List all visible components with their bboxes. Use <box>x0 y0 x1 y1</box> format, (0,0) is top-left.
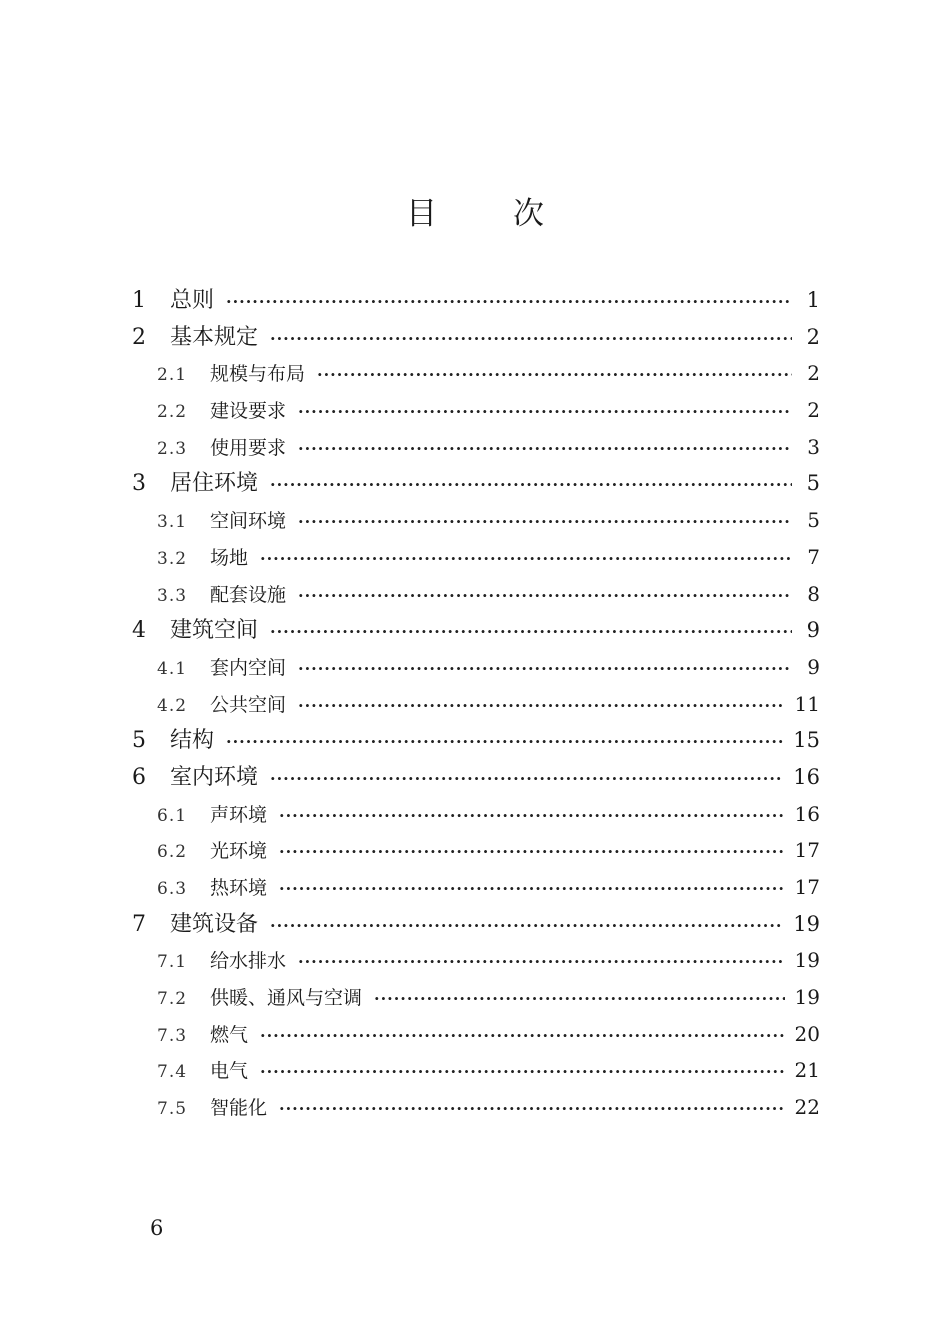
toc-entry-number: 6.3 <box>157 879 188 899</box>
toc-entry-label: 电气 <box>210 1060 249 1083</box>
toc-dot-leader <box>298 578 792 613</box>
toc-entry-label: 建设要求 <box>210 400 287 423</box>
toc-dot-leader <box>270 321 792 356</box>
toc-entry-page: 9 <box>806 618 820 643</box>
toc-section-entry <box>132 576 820 613</box>
toc-dot-leader <box>260 1054 785 1089</box>
toc-entry-page: 2 <box>807 398 820 423</box>
toc-chapter-entry <box>132 319 820 356</box>
toc-dot-leader <box>279 1091 785 1126</box>
toc-dot-leader <box>270 467 792 502</box>
toc-entry-label: 智能化 <box>210 1097 268 1120</box>
toc-section-entry <box>132 686 820 723</box>
page-title-char: 目 <box>406 196 437 232</box>
toc-entry-label: 规模与布局 <box>210 363 306 386</box>
toc-section-entry <box>132 1089 820 1126</box>
toc-entry-page: 20 <box>794 1021 820 1046</box>
toc-entry-number: 7 <box>132 911 146 937</box>
toc-chapter-entry <box>132 722 820 759</box>
toc-dot-leader <box>270 908 783 943</box>
toc-section-entry <box>132 355 820 392</box>
toc-entry-number: 1 <box>132 288 146 313</box>
toc-dot-leader <box>298 504 792 539</box>
toc-entry-number: 7.1 <box>157 952 188 973</box>
toc-entry-label: 建筑设备 <box>170 911 259 937</box>
toc-entry-page: 19 <box>794 948 820 973</box>
toc-entry-number: 3.2 <box>157 548 188 569</box>
toc-entry-label: 场地 <box>210 546 249 569</box>
toc-entry-number: 2.2 <box>157 402 188 423</box>
toc-dot-leader <box>260 1018 785 1053</box>
toc-entry-number: 4.1 <box>157 658 188 679</box>
toc-entry-label: 给水排水 <box>210 950 287 973</box>
table-of-contents <box>132 282 820 1126</box>
toc-dot-leader <box>260 541 792 576</box>
toc-dot-leader <box>298 944 785 979</box>
toc-entry-number: 4 <box>132 618 146 644</box>
page-title <box>0 188 950 233</box>
toc-dot-leader <box>279 834 785 869</box>
toc-entry-page: 1 <box>806 288 820 312</box>
toc-entry-number: 3.1 <box>157 512 188 533</box>
toc-chapter-entry <box>132 759 820 796</box>
toc-section-entry <box>132 869 820 906</box>
toc-entry-number: 2 <box>132 324 146 350</box>
toc-section-entry <box>132 429 820 466</box>
toc-entry-page: 5 <box>806 471 820 496</box>
toc-entry-number: 4.2 <box>157 695 188 716</box>
toc-section-entry <box>132 1016 820 1053</box>
toc-entry-label: 使用要求 <box>210 436 287 459</box>
toc-entry-label: 燃气 <box>210 1023 249 1046</box>
toc-entry-number: 7.3 <box>157 1025 188 1046</box>
toc-chapter-entry <box>132 906 820 943</box>
toc-dot-leader <box>226 284 792 319</box>
toc-entry-label: 配套设施 <box>210 583 287 606</box>
toc-dot-leader <box>298 431 792 466</box>
toc-entry-label: 居住环境 <box>170 471 259 497</box>
toc-dot-leader <box>226 724 783 759</box>
toc-entry-page: 22 <box>794 1095 820 1120</box>
toc-entry-page: 19 <box>793 911 820 936</box>
toc-chapter-entry <box>132 282 820 319</box>
toc-entry-number: 7.5 <box>157 1099 188 1120</box>
toc-entry-page: 16 <box>793 764 820 789</box>
toc-dot-leader <box>279 871 785 906</box>
toc-entry-page: 21 <box>794 1058 820 1083</box>
toc-entry-label: 室内环境 <box>170 764 259 790</box>
toc-chapter-entry <box>132 612 820 649</box>
toc-entry-number: 5 <box>132 728 146 754</box>
toc-entry-page: 16 <box>794 801 820 826</box>
toc-entry-page: 19 <box>794 985 820 1010</box>
toc-entry-label: 光环境 <box>210 840 268 863</box>
toc-dot-leader <box>270 614 792 649</box>
toc-dot-leader <box>374 981 785 1016</box>
toc-entry-number: 3 <box>132 471 146 497</box>
toc-dot-leader <box>317 357 792 392</box>
toc-entry-number: 7.2 <box>157 989 188 1010</box>
toc-section-entry <box>132 979 820 1016</box>
toc-entry-label: 供暖、通风与空调 <box>210 987 363 1010</box>
toc-dot-leader <box>298 688 785 723</box>
toc-section-entry <box>132 392 820 429</box>
toc-section-entry <box>132 539 820 576</box>
toc-dot-leader <box>298 651 792 686</box>
toc-dot-leader <box>298 394 792 429</box>
toc-entry-number: 6 <box>132 764 146 790</box>
toc-entry-number: 2.3 <box>157 438 188 459</box>
toc-chapter-entry <box>132 465 820 502</box>
toc-dot-leader <box>270 761 783 796</box>
toc-entry-label: 套内空间 <box>210 656 287 679</box>
toc-entry-page: 15 <box>793 728 820 753</box>
toc-entry-page: 11 <box>794 691 820 716</box>
toc-section-entry <box>132 1052 820 1089</box>
toc-entry-label: 空间环境 <box>210 510 287 533</box>
toc-entry-page: 2 <box>807 361 820 386</box>
toc-entry-page: 2 <box>806 324 820 349</box>
toc-entry-page: 17 <box>794 875 820 899</box>
toc-entry-number: 7.4 <box>157 1062 188 1083</box>
toc-entry-label: 结构 <box>170 728 215 754</box>
toc-entry-page: 3 <box>807 434 820 459</box>
toc-entry-page: 17 <box>794 838 820 863</box>
toc-section-entry <box>132 942 820 979</box>
page-number: 6 <box>150 1216 164 1240</box>
toc-entry-number: 6.2 <box>157 842 188 863</box>
toc-entry-label: 建筑空间 <box>170 618 259 644</box>
toc-entry-number: 3.3 <box>157 585 188 606</box>
toc-entry-label: 声环境 <box>210 803 268 826</box>
toc-entry-label: 基本规定 <box>170 324 259 350</box>
toc-entry-label: 热环境 <box>210 877 268 899</box>
page-title-char: 次 <box>513 196 544 232</box>
toc-entry-page: 5 <box>807 508 820 533</box>
toc-entry-page: 7 <box>807 544 820 569</box>
toc-section-entry <box>132 832 820 869</box>
toc-entry-page: 9 <box>807 654 820 679</box>
toc-section-entry <box>132 796 820 833</box>
toc-entry-number: 6.1 <box>157 805 188 826</box>
toc-entry-number: 2.1 <box>157 365 188 386</box>
toc-section-entry <box>132 502 820 539</box>
toc-dot-leader <box>279 798 785 833</box>
toc-section-entry <box>132 649 820 686</box>
toc-entry-page: 8 <box>807 581 820 606</box>
toc-entry-label: 公共空间 <box>210 693 287 716</box>
toc-entry-label: 总则 <box>170 288 215 313</box>
